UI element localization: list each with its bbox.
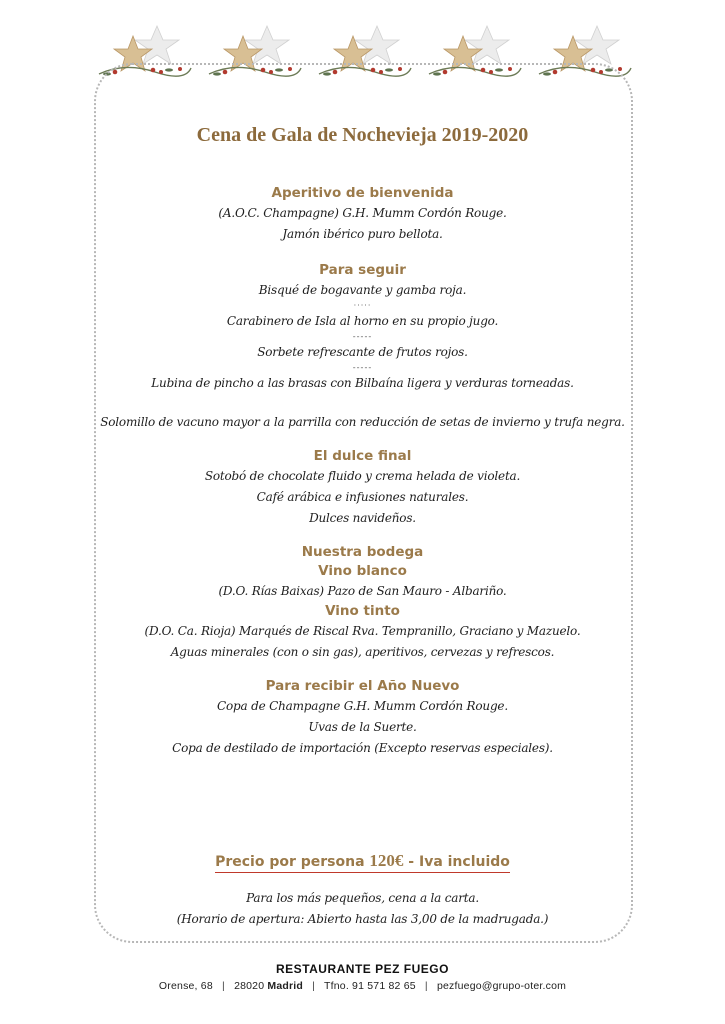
section-heading-bodega: Nuestra bodega	[301, 544, 424, 560]
subheading-vino-blanco: Vino blanco	[318, 563, 407, 579]
section-heading-aperitivo: Aperitivo de bienvenida	[271, 185, 454, 201]
menu-line: Uvas de la Suerte.	[308, 720, 417, 734]
note-line: Para los más pequeños, cena a la carta.	[246, 891, 479, 905]
price-underline	[215, 851, 510, 873]
section-heading-para-seguir: Para seguir	[319, 262, 406, 278]
menu-line: Carabinero de Isla al horno en su propio jugo.	[226, 314, 499, 328]
separator: -----	[352, 332, 373, 341]
section-heading-ano-nuevo: Para recibir el Año Nuevo	[265, 678, 460, 694]
menu-line: Bisqué de bogavante y gamba roja.	[258, 283, 467, 297]
address: Orense, 68	[158, 980, 213, 992]
menu-line: Copa de destilado de importación (Excepto reservas especiales).	[172, 741, 553, 755]
menu-line: Sotobó de chocolate fluido y crema helada de violeta.	[204, 469, 521, 483]
price-label: Precio por persona	[215, 854, 365, 870]
menu-line: Sorbete refrescante de frutos rojos.	[257, 345, 468, 359]
menu-line: (D.O. Ca. Rioja) Marqués de Riscal Rva. Tempranillo, Graciano y Mazuelo.	[144, 624, 581, 638]
notes	[0, 888, 725, 930]
separator: -----	[352, 363, 373, 372]
menu-line: Solomillo de vacuno mayor a la parrilla con reducción de setas de invierno y trufa negra.	[100, 415, 625, 429]
footer	[0, 962, 725, 992]
menu-line: Lubina de pincho a las brasas con Bilbaína ligera y verduras torneadas.	[151, 376, 574, 390]
separator: ·····	[353, 301, 372, 310]
note-line: (Horario de apertura: Abierto hasta las 3,00 de la madrugada.)	[176, 912, 549, 926]
price-amount: 120€	[369, 851, 404, 870]
phone: Tfno. 91 571 82 65	[324, 980, 416, 992]
city: Madrid	[267, 980, 304, 992]
menu-line: Aguas minerales (con o sin gas), aperitivos, cervezas y refrescos.	[170, 645, 555, 659]
price-line	[0, 851, 725, 871]
page-title: Cena de Gala de Nochevieja 2019-2020	[196, 124, 529, 146]
menu-line: Dulces navideños.	[309, 511, 416, 525]
menu-line: (A.O.C. Champagne) G.H. Mumm Cordón Rouge.	[218, 206, 507, 220]
email-link[interactable]: pezfuego@grupo-oter.com	[436, 980, 567, 992]
zip: 28020	[234, 980, 265, 992]
menu-content	[0, 184, 725, 759]
menu-line: Jamón ibérico puro bellota.	[282, 227, 443, 241]
section-heading-dulce: El dulce final	[313, 448, 412, 464]
subheading-vino-tinto: Vino tinto	[325, 603, 400, 619]
restaurant-name: RESTAURANTE PEZ FUEGO	[276, 962, 449, 976]
menu-line: (D.O. Rías Baixas) Pazo de San Mauro - Albariño.	[218, 584, 507, 598]
contact-line: Orense, 68 | 28020 Madrid | Tfno. 91 571 82 65 | pezfuego@grupo-oter.com	[158, 980, 567, 992]
menu-line: Copa de Champagne G.H. Mumm Cordón Rouge.	[217, 699, 508, 713]
price-suffix: - Iva incluido	[408, 854, 510, 870]
menu-line: Café arábica e infusiones naturales.	[256, 490, 469, 504]
